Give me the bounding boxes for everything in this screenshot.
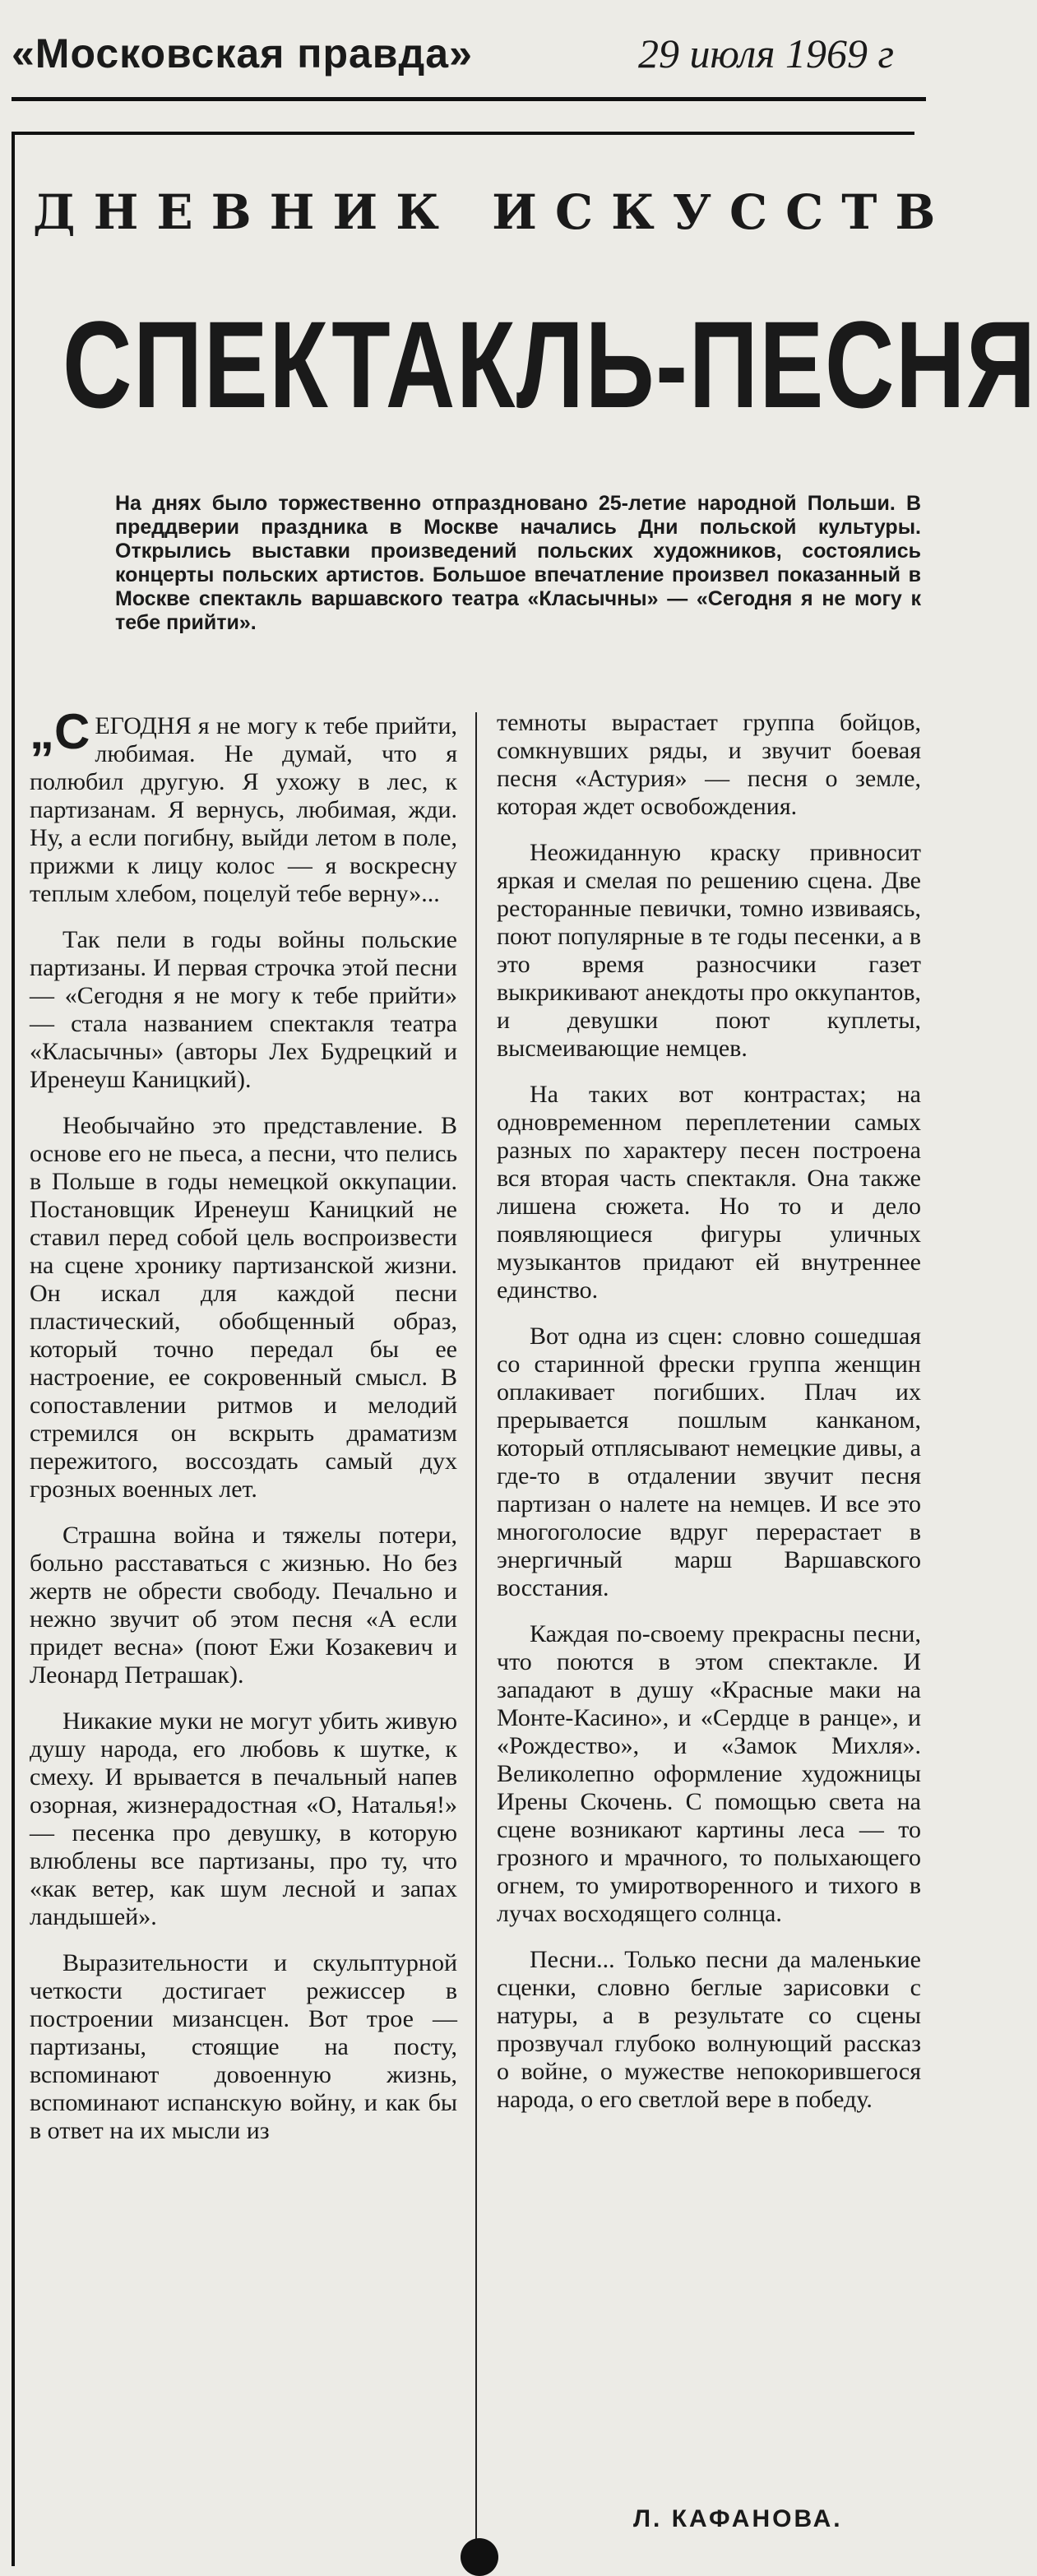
paragraph: Необычайно это представление. В основе его не пьеса, а песни, что пелись в Польше в годы немецкой оккупации. Постановщик Иренеуш Каницкий не ставил перед собой цель воспроизвести на сцене хронику партизанской жизни. Он искал для каждой песни пластический, обобщенный образ, который точно передал бы ее настроение, ее сокровенный смысл. В сопоставлении ритмов и мелодий стремился он вскрыть драматизм пережитого, воссоздать самый дух грозных военных лет. (30, 1112, 457, 1503)
drop-cap: „С (30, 704, 90, 759)
paragraph: Песни... Только песни да маленькие сценки, словно беглые зарисовки с натуры, а в результате со сцены прозвучал глубоко волнующий рассказ о войне, о мужестве непокорившегося народа, о его светлой вере в победу. (497, 1946, 921, 2113)
headline: СПЕКТАКЛЬ-ПЕСНЯ (62, 295, 1037, 433)
paragraph: На таких вот контрастах; на одновременном переплетении самых разных по характеру песен построена вся вторая часть спектакля. Она также лишена сюжета. Но то и дело появляющиеся фигуры уличных музыкантов придают ей внутреннее единство. (497, 1081, 921, 1304)
article-column-right (497, 709, 921, 2132)
paragraph: Страшна война и тяжелы потери, больно расставаться с жизнью. Но без жертв не обрести свободу. Печально и нежно звучит об этом песня «А если придет весна» (поют Ежи Козакевич и Леонард Петрашак). (30, 1522, 457, 1689)
paragraph (30, 704, 457, 908)
issue-date: 29 июля 1969 г (638, 30, 895, 76)
paragraph: Никакие муки не могут убить живую душу народа, его любовь к шутке, к смеху. И врывается в печальный напев озорная, жизнерадостная «О, Наталья!» — песенка про девушку, в которую влюблены все партизаны, про ту, что «как ветер, как шум лесной и запах ландышей». (30, 1707, 457, 1930)
paragraph-text: ЕГОДНЯ я не могу к тебе прийти, любимая. Не думай, что я полюбил другую. Я ухожу в лес, к партизанам. Я вернусь, любимая, жди. Ну, а если погибну, выйди летом в поле, прижми к лицу колос — я воскресну теплым хлебом, поцелуй тебе верну»... (30, 712, 457, 907)
paragraph: Вот одна из сцен: словно сошедшая со старинной фрески группа женщин оплакивает погибших. Плач их прерывается пошлым канканом, который отплясывают немецкие дивы, а где-то в отдалении звучит песня партизан о налете на немцев. И все это многоголосие вдруг перерастает в энергичный марш Варшавского восстания. (497, 1323, 921, 1601)
paragraph: Так пели в годы войны польские партизаны. И первая строчка этой песни — «Сегодня я не могу к тебе прийти» — стала названием спектакля театра «Класычны» (авторы Лех Будрецкий и Иренеуш Каницкий). (30, 926, 457, 1093)
binding-hole (461, 2538, 498, 2576)
newspaper-name: «Московская правда» (12, 30, 473, 76)
column-divider (475, 712, 477, 2555)
author-signature: Л. КАФАНОВА. (633, 2505, 843, 2532)
masthead-rule (12, 97, 926, 101)
paragraph: темноты вырастает группа бойцов, сомкнувших ряды, и звучит боевая песня «Астурия» — песня о земле, которая ждет освобождения. (497, 709, 921, 820)
lead-paragraph: На днях было торжественно отпраздновано 25-летие народной Польши. В преддверии праздника в Москве начались Дни польской культуры. Открылись выставки произведений польских художников, состоялись концерты польских артистов. Большое впечатление произвел показанный в Москве спектакль варшавского театра «Класычны» — «Сегодня я не могу к тебе прийти». (115, 492, 921, 634)
paragraph: Выразительности и скульптурной четкости достигает режиссер в построении мизансцен. Вот трое — партизаны, стоящие на посту, вспоминают довоенную жизнь, вспоминают испанскую войну, и как бы в ответ на их мысли из (30, 1949, 457, 2144)
section-title: ДНЕВНИК ИСКУССТВ (33, 184, 954, 240)
masthead (0, 0, 926, 99)
paragraph: Каждая по-своему прекрасны песни, что поются в этом спектакле. И западают в душу «Красные маки на Монте-Касино», и «Сердце в ранце», и «Рождество», и «Замок Михля». Великолепно оформление художницы Ирены Скочень. С помощью света на сцене возникают картины леса — то грозного и мрачного, то полыхающего огнем, то умиротворенного и тихого в лучах восходящего солнца. (497, 1620, 921, 1927)
paragraph: Неожиданную краску привносит яркая и смелая по решению сцена. Две ресторанные певички, томно извиваясь, поют популярные в те годы песенки, а в это время разносчики газет выкрикивают анекдоты про оккупантов, и девушки поют куплеты, высмеивающие немцев. (497, 839, 921, 1062)
article-column-left (30, 704, 457, 2163)
